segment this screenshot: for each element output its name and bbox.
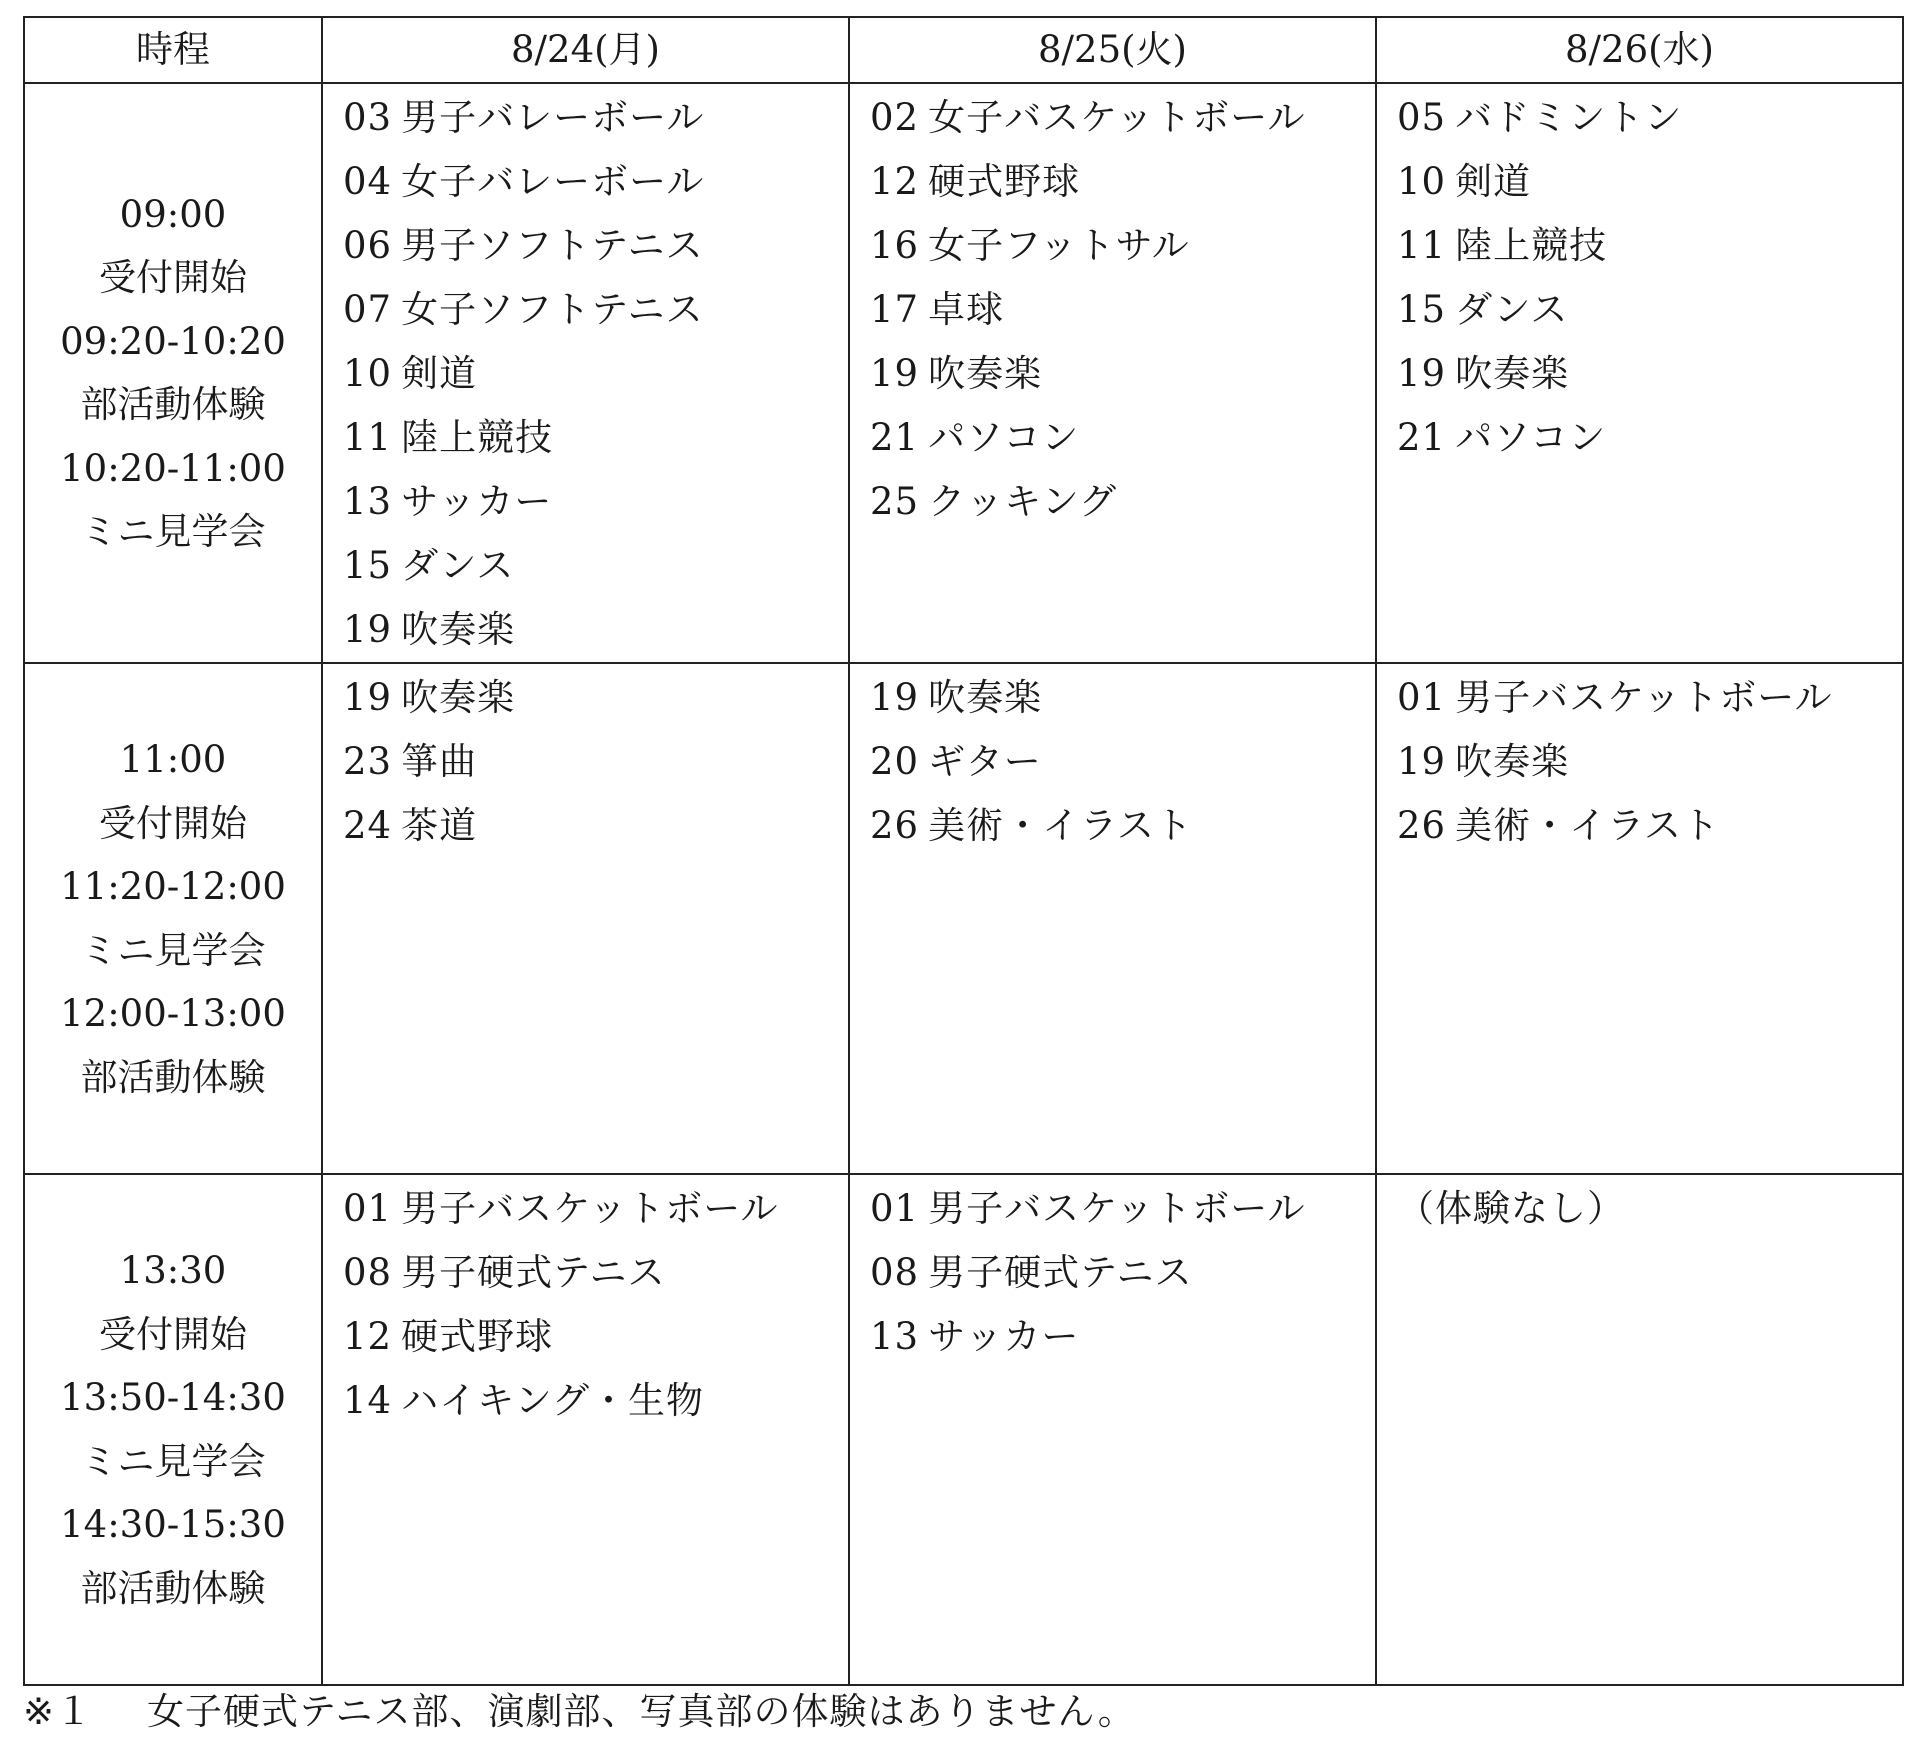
footnote-text: 女子硬式テニス部、演劇部、写真部の体験はありません。 <box>147 1690 1136 1733</box>
club-number: 19 <box>343 676 393 719</box>
club-name: 男子バスケットボール <box>1455 676 1833 719</box>
footnote-mark: ※１ <box>23 1690 94 1733</box>
time-slot-line: ミニ見学会 <box>80 928 266 972</box>
club-name: 吹奏楽 <box>928 352 1043 395</box>
header-day-2: 8/25(火) <box>849 17 1376 83</box>
club-item <box>870 1305 1375 1369</box>
club-item <box>870 666 1375 730</box>
time-slot-cell <box>24 83 322 663</box>
time-slot-line: 部活動体験 <box>80 1055 266 1099</box>
header-row <box>24 17 1903 83</box>
club-number: 19 <box>870 352 920 395</box>
club-name: 女子バスケットボール <box>928 96 1306 139</box>
club-number: 19 <box>343 608 393 651</box>
club-name: クッキング <box>928 480 1117 523</box>
club-name: 吹奏楽 <box>401 608 516 651</box>
club-number: 08 <box>870 1251 920 1294</box>
club-number: 01 <box>870 1187 920 1230</box>
club-name: 女子バレーボール <box>401 160 705 203</box>
time-slot-line: 部活動体験 <box>80 383 266 426</box>
club-item <box>343 598 848 662</box>
club-list-cell <box>849 1174 1376 1685</box>
time-slot-line: 09:00 <box>119 192 227 236</box>
club-number: 16 <box>870 224 920 267</box>
club-name: 卓球 <box>928 288 1005 331</box>
club-number: 14 <box>343 1379 393 1422</box>
time-slot-line: 受付開始 <box>99 256 247 299</box>
club-name: サッカー <box>928 1315 1080 1358</box>
club-item <box>1397 406 1902 470</box>
club-name: 陸上競技 <box>1455 224 1608 267</box>
club-list-cell <box>322 1174 849 1685</box>
club-number: 13 <box>343 480 393 523</box>
club-name: 剣道 <box>401 352 478 395</box>
club-number: 11 <box>1397 224 1447 267</box>
club-item <box>1397 794 1902 858</box>
club-item <box>343 86 848 150</box>
club-number: 19 <box>1397 740 1447 783</box>
club-item <box>870 214 1375 278</box>
club-item <box>870 1177 1375 1241</box>
footnote <box>23 1686 1136 1738</box>
club-name: （体験なし） <box>1397 1187 1625 1230</box>
club-item <box>1397 342 1902 406</box>
club-number: 12 <box>870 160 920 203</box>
time-slot-line: 11:00 <box>119 738 227 781</box>
club-item <box>1397 214 1902 278</box>
club-item <box>870 86 1375 150</box>
time-slot-line: 13:30 <box>119 1249 227 1292</box>
club-number: 13 <box>870 1315 920 1358</box>
club-item <box>870 730 1375 794</box>
time-slot-cell <box>24 663 322 1174</box>
club-name: 男子硬式テニス <box>401 1251 666 1294</box>
club-name: 男子硬式テニス <box>928 1251 1193 1294</box>
club-number: 23 <box>343 740 393 783</box>
club-name: 硬式野球 <box>401 1315 554 1358</box>
club-number: 10 <box>1397 160 1447 203</box>
club-number: 21 <box>870 416 920 459</box>
club-name: 剣道 <box>1455 160 1532 203</box>
club-number: 15 <box>343 544 393 587</box>
club-item <box>343 1369 848 1433</box>
club-name: 美術・イラスト <box>928 804 1193 847</box>
club-list-cell <box>1376 83 1903 663</box>
time-slot-line: 09:20-10:20 <box>60 319 286 363</box>
club-item <box>343 406 848 470</box>
club-item <box>1397 150 1902 214</box>
club-number: 01 <box>343 1187 393 1230</box>
club-number: 06 <box>343 224 393 267</box>
club-number: 07 <box>343 288 393 331</box>
time-slot-line: 12:00-13:00 <box>60 992 286 1035</box>
club-number: 05 <box>1397 96 1447 139</box>
club-number: 17 <box>870 288 920 331</box>
time-slot-cell <box>24 1174 322 1685</box>
schedule-table <box>23 16 1904 1686</box>
club-number: 08 <box>343 1251 393 1294</box>
club-number: 11 <box>343 416 393 459</box>
header-day-1: 8/24(月) <box>322 17 849 83</box>
time-slot-line: 受付開始 <box>99 1312 247 1356</box>
club-item <box>343 278 848 342</box>
club-name: 箏曲 <box>401 740 478 783</box>
club-number: 19 <box>1397 352 1447 395</box>
club-name: パソコン <box>1455 416 1607 459</box>
club-item <box>343 730 848 794</box>
club-name: 硬式野球 <box>928 160 1081 203</box>
club-number: 26 <box>870 804 920 847</box>
club-item <box>870 1241 1375 1305</box>
club-item <box>870 150 1375 214</box>
club-number: 04 <box>343 160 393 203</box>
club-item <box>343 150 848 214</box>
header-time: 時程 <box>24 17 322 83</box>
club-list-cell <box>322 83 849 663</box>
club-list-cell <box>322 663 849 1174</box>
club-name: 男子バスケットボール <box>401 1187 779 1230</box>
club-name: 女子ソフトテニス <box>401 288 704 331</box>
club-name: ダンス <box>1455 288 1569 331</box>
club-name: 陸上競技 <box>401 416 554 459</box>
club-name: 女子フットサル <box>928 224 1190 267</box>
club-number: 12 <box>343 1315 393 1358</box>
club-number: 10 <box>343 352 393 395</box>
club-item <box>1397 1177 1902 1241</box>
club-name: 男子バレーボール <box>401 96 705 139</box>
schedule-row <box>24 663 1903 1174</box>
time-slot-line: 11:20-12:00 <box>60 865 286 908</box>
club-number: 24 <box>343 804 393 847</box>
club-list-cell <box>849 663 1376 1174</box>
club-item <box>870 278 1375 342</box>
club-name: 茶道 <box>401 804 478 847</box>
club-item <box>1397 730 1902 794</box>
club-item <box>343 1305 848 1369</box>
club-number: 03 <box>343 96 393 139</box>
club-number: 26 <box>1397 804 1447 847</box>
time-slot-line: 10:20-11:00 <box>60 446 286 490</box>
club-item <box>343 342 848 406</box>
time-slot-line: 14:30-15:30 <box>60 1503 286 1546</box>
club-item <box>343 794 848 858</box>
time-slot-line: 受付開始 <box>99 801 247 845</box>
club-item <box>1397 666 1902 730</box>
club-list-cell <box>849 83 1376 663</box>
club-name: 美術・イラスト <box>1455 804 1720 847</box>
club-item <box>870 470 1375 534</box>
time-slot-line: ミニ見学会 <box>80 1439 266 1483</box>
club-number: 25 <box>870 480 920 523</box>
club-item <box>870 406 1375 470</box>
club-name: 吹奏楽 <box>928 676 1043 719</box>
club-item <box>343 534 848 598</box>
club-number: 15 <box>1397 288 1447 331</box>
schedule-row <box>24 83 1903 663</box>
club-number: 21 <box>1397 416 1447 459</box>
time-slot-line: ミニ見学会 <box>80 510 266 553</box>
club-name: バドミントン <box>1455 96 1683 139</box>
header-day-3: 8/26(水) <box>1376 17 1903 83</box>
club-item <box>343 1241 848 1305</box>
club-name: 吹奏楽 <box>1455 352 1570 395</box>
club-number: 01 <box>1397 676 1447 719</box>
club-name: サッカー <box>401 480 553 523</box>
club-item <box>343 214 848 278</box>
club-item <box>1397 86 1902 150</box>
club-list-cell <box>1376 663 1903 1174</box>
club-number: 19 <box>870 676 920 719</box>
club-item <box>343 666 848 730</box>
club-number: 02 <box>870 96 920 139</box>
club-name: パソコン <box>928 416 1080 459</box>
club-name: ギター <box>928 740 1042 783</box>
club-item <box>343 1177 848 1241</box>
club-item <box>343 470 848 534</box>
club-item <box>870 794 1375 858</box>
club-name: 吹奏楽 <box>1455 740 1570 783</box>
club-item <box>1397 278 1902 342</box>
time-slot-line: 部活動体験 <box>80 1566 266 1610</box>
time-slot-line: 13:50-14:30 <box>60 1376 286 1419</box>
club-name: 男子バスケットボール <box>928 1187 1306 1230</box>
club-name: 吹奏楽 <box>401 676 516 719</box>
club-name: 男子ソフトテニス <box>401 224 704 267</box>
club-list-cell <box>1376 1174 1903 1685</box>
club-item <box>870 342 1375 406</box>
schedule-row <box>24 1174 1903 1685</box>
club-name: ダンス <box>401 544 515 587</box>
club-number: 20 <box>870 740 920 783</box>
club-name: ハイキング・生物 <box>401 1379 704 1422</box>
